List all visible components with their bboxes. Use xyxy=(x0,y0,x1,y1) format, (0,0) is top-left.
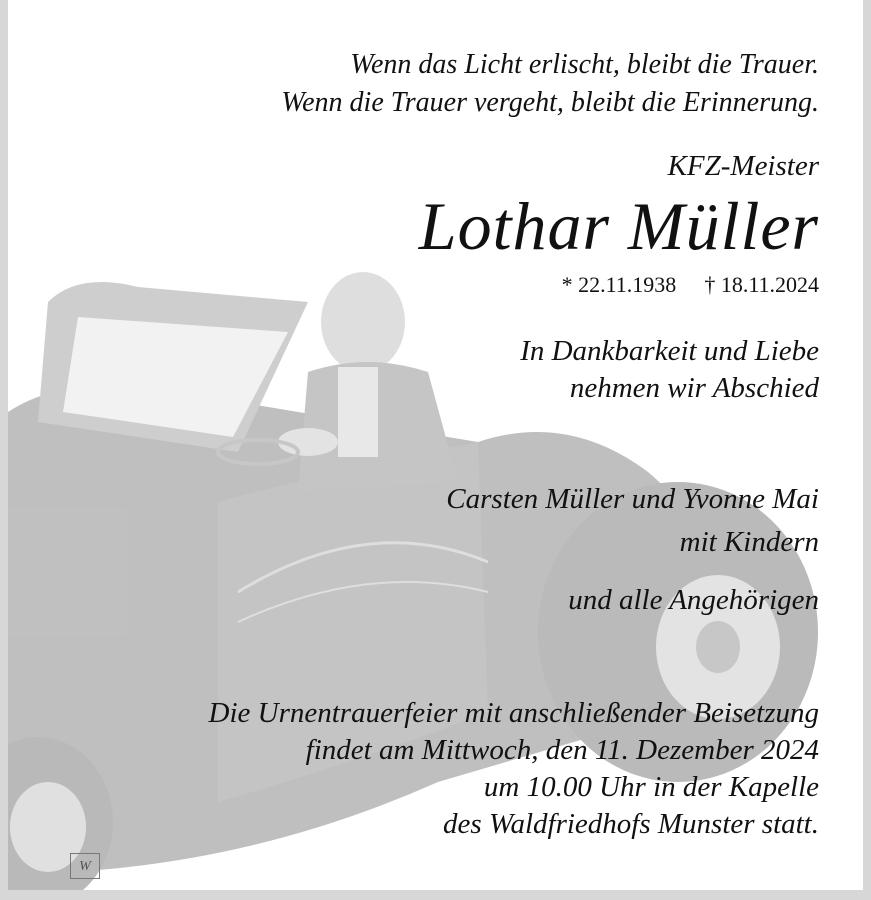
deceased-name: Lothar Müller xyxy=(418,188,819,264)
ceremony-line-4: des Waldfriedhofs Munster statt. xyxy=(443,808,819,840)
quote-line-1: Wenn das Licht erlischt, bleibt die Trauer. xyxy=(350,49,819,80)
frame-border-bottom xyxy=(0,890,871,900)
mourners-line-1: Carsten Müller und Yvonne Mai xyxy=(446,483,819,515)
frame-border-left xyxy=(0,0,8,900)
ceremony-line-2: findet am Mittwoch, den 11. Dezember 2024 xyxy=(305,734,819,766)
frame-border-right xyxy=(863,0,871,900)
death-date: † 18.11.2024 xyxy=(704,272,819,297)
life-dates xyxy=(562,272,819,298)
ceremony-line-3: um 10.00 Uhr in der Kapelle xyxy=(483,771,819,803)
publisher-logo: W xyxy=(70,853,100,879)
deceased-title: KFZ-Meister xyxy=(667,150,819,182)
farewell-line-1: In Dankbarkeit und Liebe xyxy=(520,335,819,367)
ceremony-line-1: Die Urnentrauerfeier mit anschließender Beisetzung xyxy=(208,697,819,729)
mourners-line-3: und alle Angehörigen xyxy=(568,584,819,616)
mourners-line-2: mit Kindern xyxy=(679,526,819,558)
birth-date: * 22.11.1938 xyxy=(561,272,677,297)
quote-line-2: Wenn die Trauer vergeht, bleibt die Erinnerung. xyxy=(281,87,819,118)
farewell-line-2: nehmen wir Abschied xyxy=(569,372,819,404)
